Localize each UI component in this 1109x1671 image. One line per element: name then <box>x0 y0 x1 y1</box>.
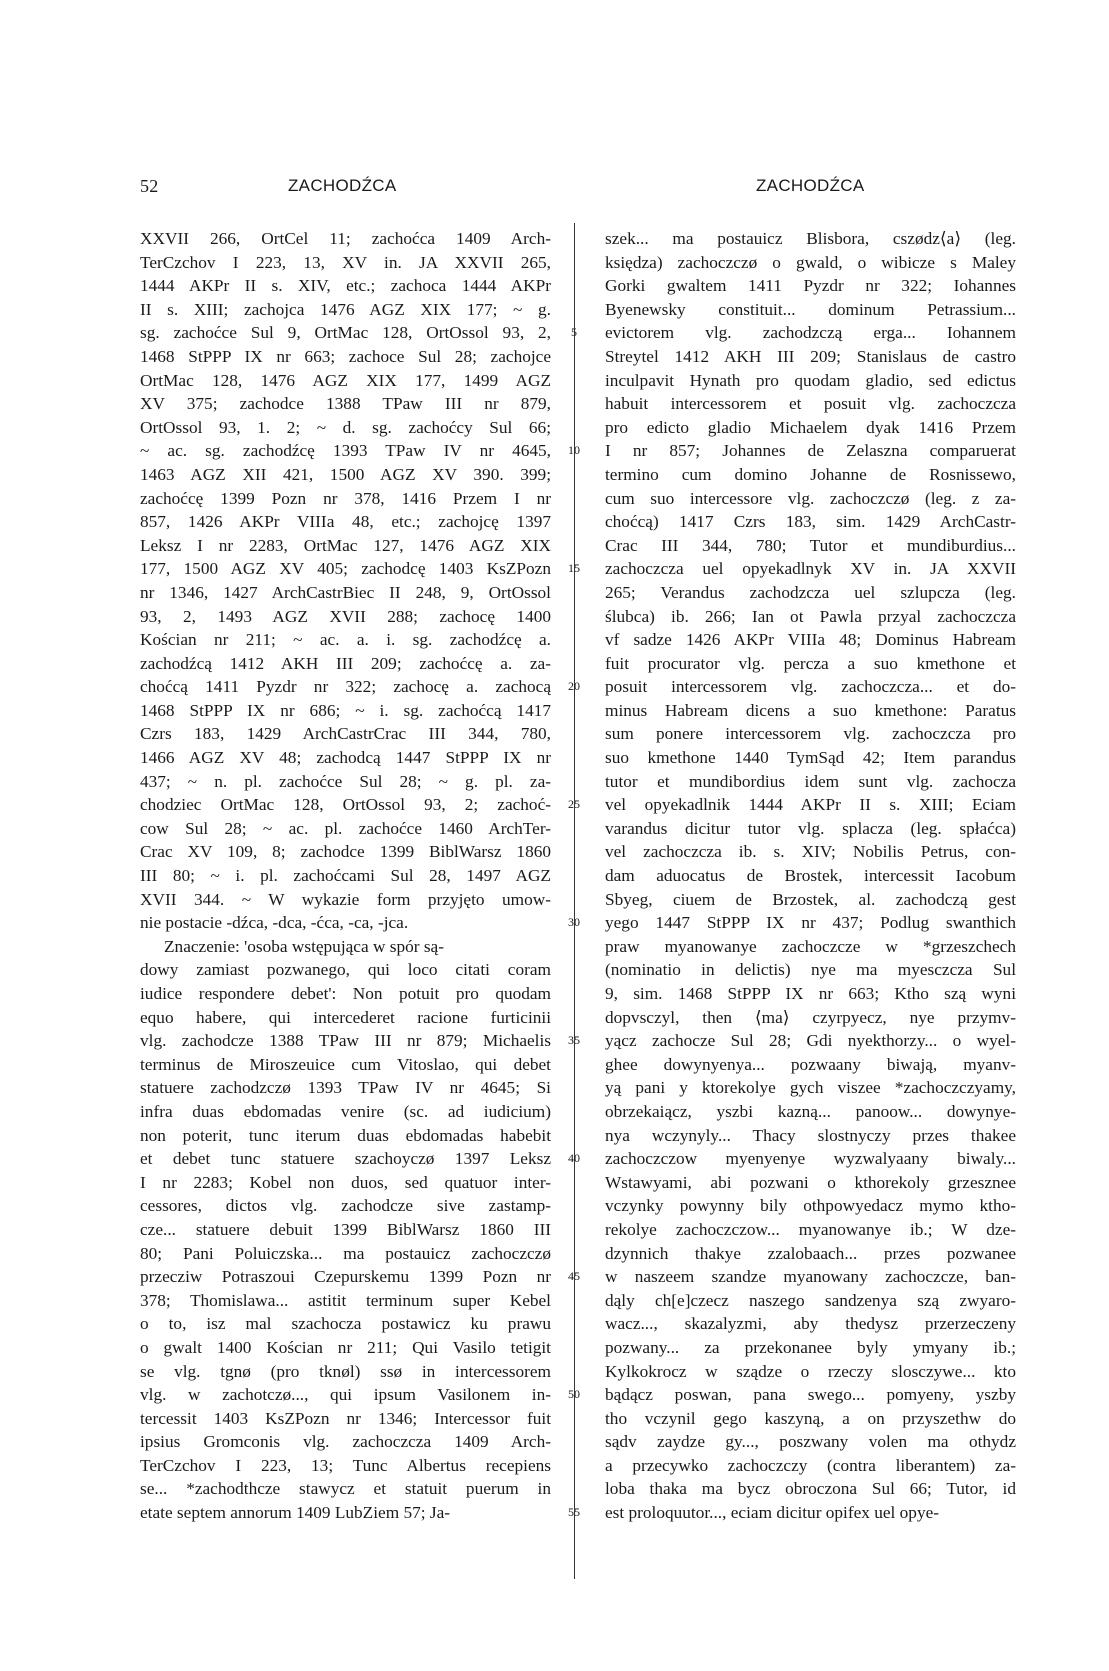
left-column-line: nie postacie -dźca, -dca, -ćca, -ca, -jca. <box>140 913 409 933</box>
left-column-line: vlg. zachodcze 1388 TPaw III nr 879; Michaelis <box>140 1031 551 1051</box>
left-column-line: ~ ac. sg. zachodźcę 1393 TPaw IV nr 4645, <box>140 441 551 461</box>
left-column-line: 1444 AKPr II s. XIV, etc.; zachoca 1444 AKPr <box>140 276 551 296</box>
right-column-line: ghee dowynyenya... pozwaany biwają, myanv- <box>605 1054 1016 1074</box>
left-column-line: terminus de Miroszeuice cum Vitoslao, qui debet <box>140 1054 551 1074</box>
right-column-line: vel opyekadlnik 1444 AKPr II s. XIII; Eciam <box>605 795 1016 815</box>
left-column-line: o to, isz mal szachocza postawicz ku prawu <box>140 1314 551 1334</box>
right-column-line: zachoczczow myenyenye wyzwalyaany biwaly... <box>605 1149 1016 1169</box>
line-number: 25 <box>568 797 580 812</box>
running-head-left: ZACHODŹCA <box>288 176 397 195</box>
right-column-line: fuit procurator vlg. percza a suo kmethone et <box>605 653 1016 673</box>
left-column-line: TerCzchov I 223, 13, XV in. JA XXVII 265, <box>140 252 551 272</box>
left-column-line: Czrs 183, 1429 ArchCastrCrac III 344, 780, <box>140 724 551 744</box>
left-column-line: statuere zachodzczø 1393 TPaw IV nr 4645; Si <box>140 1078 551 1098</box>
left-column-line: I nr 2283; Kobel non duos, sed quatuor inter- <box>140 1172 551 1192</box>
left-column-line: 1468 StPPP IX nr 663; zachoce Sul 28; zachojce <box>140 346 551 366</box>
right-column-line: choćcą) 1417 Czrs 183, sim. 1429 ArchCastr- <box>605 512 1016 532</box>
right-column-line: vf sadze 1426 AKPr VIIIa 48; Dominus Habream <box>605 630 1016 650</box>
line-number: 10 <box>568 443 580 458</box>
left-column-line: II s. XIII; zachojca 1476 AGZ XIX 177; ~ g. <box>140 299 551 319</box>
left-column-line: Crac XV 109, 8; zachodce 1399 BiblWarsz 1860 <box>140 842 551 862</box>
right-column-line: loba thaka ma bycz obroczona Sul 66; Tutor, id <box>605 1479 1016 1499</box>
left-column-line: infra duas ebdomadas venire (sc. ad iudicium) <box>140 1101 551 1121</box>
left-column-line: zachodźcą 1412 AKH III 209; zachoćcę a. za- <box>140 653 551 673</box>
left-column-line: dowy zamiast pozwanego, qui loco citati coram <box>140 960 551 980</box>
right-column-line: 265; Verandus zachodzcza uel szlupcza (leg. <box>605 582 1016 602</box>
right-column-line: Byenewsky constituit... dominum Petrassium... <box>605 299 1016 319</box>
right-column-line: a przecywko zachoczczy (contra liberantem) za- <box>605 1455 1016 1475</box>
right-column-line: Sbyeg, ciuem de Brzostek, al. zachodczą gest <box>605 889 1016 909</box>
left-column-line: non poterit, tunc iterum duas ebdomadas habebit <box>140 1125 551 1145</box>
left-column <box>140 227 551 1525</box>
right-column-line: Kylkokrocz w sządze o rzeczy slosczywe... kto <box>605 1361 1016 1381</box>
right-column-line: dopvsczyl, then ⟨ma⟩ czyrpyecz, nye przymv- <box>605 1007 1016 1027</box>
right-column-line: bądącz poswan, pana swego... pomyeny, yszby <box>605 1385 1016 1405</box>
right-column-line: suo kmethone 1440 TymSąd 42; Item parandus <box>605 748 1016 768</box>
right-column-line: pro edicto gladio Michaelem dyak 1416 Przem <box>605 417 1016 437</box>
right-column-line: obrzekaiącz, yszbi kazną... panoow... dowynye- <box>605 1101 1016 1121</box>
left-column-line: XV 375; zachodce 1388 TPaw III nr 879, <box>140 394 551 414</box>
left-column-line: iudice respondere debet': Non potuit pro quodam <box>140 984 551 1003</box>
left-column-line: choćcą 1411 Pyzdr nr 322; zachocę a. zachocą <box>140 677 551 697</box>
line-number: 20 <box>568 679 580 694</box>
left-column-line: 1468 StPPP IX nr 686; ~ i. sg. zachoćcą 1417 <box>140 700 551 720</box>
right-column-line: yą pani y ktorekolye gych viszee *zachoczczyamy, <box>605 1078 1016 1098</box>
left-column-line: XVII 344. ~ W wykazie form przyjęto umow- <box>140 889 551 909</box>
left-column-line: nr 1346, 1427 ArchCastrBiec II 248, 9, OrtOssol <box>140 582 551 602</box>
left-column-line: 1466 AGZ XV 48; zachodcą 1447 StPPP IX nr <box>140 748 551 768</box>
right-column-line: rekolye zachoczczow... myanowanye ib.; W dze- <box>605 1219 1016 1239</box>
left-column-line: se... *zachodthcze stawycz et statuit puerum in <box>140 1479 551 1499</box>
right-column-line: księdza) zachoczczø o gwald, o wibicze s Maley <box>605 252 1016 272</box>
right-column-line: habuit intercessorem et posuit vlg. zachoczcza <box>605 394 1016 414</box>
left-column-line: zachoćcę 1399 Pozn nr 378, 1416 Przem I nr <box>140 488 551 508</box>
right-column-line: evictorem vlg. zachodzczą erga... Iohannem <box>605 323 1016 343</box>
right-column-line: est proloquutor..., eciam dicitur opifex uel opye- <box>605 1503 940 1523</box>
left-column-line: vlg. w zachotczø..., qui ipsum Vasilonem in- <box>140 1385 551 1405</box>
right-column-line: wacz..., skazalyzmi, aby thedysz przerzeczeny <box>605 1314 1016 1334</box>
right-column-line: vczynky powynny bily othpowyedacz mymo ktho- <box>605 1196 1016 1216</box>
left-column-line: OrtOssol 93, 1. 2; ~ d. sg. zachoćcy Sul 66; <box>140 417 551 437</box>
left-column-line: 378; Thomislawa... astitit terminum super Kebel <box>140 1290 551 1310</box>
right-column-line: I nr 857; Johannes de Zelaszna comparuerat <box>605 441 1016 461</box>
right-column-line: ślubca) ib. 266; Ian ot Pawla przyal zachoczcza <box>605 606 1016 626</box>
right-column-line: dam aduocatus de Brostek, intercessit Iacobum <box>605 866 1016 886</box>
right-column-line: cum suo intercessore vlg. zachoczczø (leg. z za- <box>605 488 1016 508</box>
left-column-line: 437; ~ n. pl. zachoćce Sul 28; ~ g. pl. za- <box>140 771 551 791</box>
right-column-line: Wstawyami, abi pozwani o kthorekoly grzesznee <box>605 1172 1016 1192</box>
right-column-line: (nominatio in delictis) nye ma myesczcza Sul <box>605 960 1016 980</box>
left-column-line: 80; Pani Poluiczska... ma postauicz zachoczczø <box>140 1243 551 1263</box>
right-column <box>605 227 1016 1525</box>
right-column-line: zachoczcza uel opyekadlnyk XV in. JA XXVII <box>605 559 1016 579</box>
right-column-line: sum ponere intercessorem vlg. zachoczcza pro <box>605 724 1016 744</box>
left-column-line: Znaczenie: 'osoba wstępująca w spór są- <box>164 936 444 956</box>
right-column-line: 9, sim. 1468 StPPP IX nr 663; Ktho szą wyni <box>605 984 1016 1003</box>
line-number: 5 <box>571 325 577 340</box>
line-number: 45 <box>568 1269 580 1284</box>
left-column-line: etate septem annorum 1409 LubZiem 57; Ja- <box>140 1503 451 1523</box>
right-column-line: inculpavit Hynath pro quodam gladio, sed edictus <box>605 370 1016 390</box>
right-column-line: yącz zachocze Sul 28; Gdi nyekthorzy... o wyel- <box>605 1031 1016 1051</box>
right-column-line: dąly ch[e]czecz naszego sandzenya szą zwyaro- <box>605 1290 1016 1310</box>
left-column-line: 1463 AGZ XII 421, 1500 AGZ XV 390. 399; <box>140 464 551 484</box>
right-column-line: pozwany... za przekonanee byly ymyany ib.; <box>605 1337 1016 1357</box>
right-column-line: dzynnich thakye zzalobaach... przes pozwanee <box>605 1243 1016 1263</box>
left-column-line: ipsius Gromconis vlg. zachoczcza 1409 Arch- <box>140 1432 551 1452</box>
left-column-line: 857, 1426 AKPr VIIIa 48, etc.; zachojcę 1397 <box>140 512 551 532</box>
right-column-line: tho vczynil gego kaszyną, a on przyszethw do <box>605 1408 1016 1428</box>
right-column-line: sądv zaydze gy..., poszwany volen ma othydz <box>605 1432 1016 1452</box>
left-column-line: 93, 2, 1493 AGZ XVII 288; zachocę 1400 <box>140 606 551 626</box>
line-number: 30 <box>568 915 580 930</box>
running-head-right: ZACHODŹCA <box>756 176 865 195</box>
right-column-line: w naszeem szandze myanowany zachoczcze, ban- <box>605 1267 1016 1287</box>
right-column-line: termino cum domino Johanne de Rosnissewo, <box>605 464 1016 484</box>
line-number: 55 <box>568 1505 580 1520</box>
line-number: 35 <box>568 1033 580 1048</box>
line-number: 15 <box>568 561 580 576</box>
left-column-line: OrtMac 128, 1476 AGZ XIX 177, 1499 AGZ <box>140 370 551 390</box>
right-column-line: szek... ma postauicz Blisbora, cszødz⟨a⟩ (leg. <box>605 229 1016 248</box>
left-column-line: cessores, dictos vlg. zachodcze sive zastamp- <box>140 1196 551 1216</box>
left-column-line: tercessit 1403 KsZPozn nr 1346; Intercessor fuit <box>140 1408 551 1428</box>
left-column-line: 177, 1500 AGZ XV 405; zachodcę 1403 KsZPozn <box>140 559 551 579</box>
right-column-line: tutor et mundibordius idem sunt vlg. zachocza <box>605 771 1016 791</box>
left-column-line: o gwalt 1400 Kościan nr 211; Qui Vasilo tetigit <box>140 1337 551 1357</box>
left-column-line: et debet tunc statuere szachoyczø 1397 Leksz <box>140 1149 551 1169</box>
right-column-line: Streytel 1412 AKH III 209; Stanislaus de castro <box>605 346 1016 366</box>
left-column-line: Leksz I nr 2283, OrtMac 127, 1476 AGZ XIX <box>140 535 551 555</box>
left-column-line: Kościan nr 211; ~ ac. a. i. sg. zachodźcę a. <box>140 630 551 650</box>
left-column-line: XXVII 266, OrtCel 11; zachoćca 1409 Arch- <box>140 229 551 248</box>
left-column-line: przecziw Potraszoui Czepurskemu 1399 Pozn nr <box>140 1267 551 1287</box>
line-number: 50 <box>568 1387 580 1402</box>
left-column-line: III 80; ~ i. pl. zachoćcami Sul 28, 1497 AGZ <box>140 866 551 886</box>
left-column-line: cze... statuere debuit 1399 BiblWarsz 1860 III <box>140 1219 551 1239</box>
left-column-line: se vlg. tgnø (pro tknøl) ssø in intercessorem <box>140 1361 551 1381</box>
right-column-line: praw myanowanye zachoczcze w *grzeszchech <box>605 936 1016 956</box>
left-column-line: TerCzchov I 223, 13; Tunc Albertus recepiens <box>140 1455 551 1475</box>
line-number: 40 <box>568 1151 580 1166</box>
right-column-line: minus Habream dicens a suo kmethone: Paratus <box>605 700 1016 720</box>
right-column-line: Gorki gwaltem 1411 Pyzdr nr 322; Iohannes <box>605 276 1016 296</box>
right-column-line: vel zachoczcza ib. s. XIV; Nobilis Petrus, con- <box>605 842 1016 862</box>
left-column-line: equo habere, qui intercederet racione furticinii <box>140 1007 551 1027</box>
left-column-line: chodziec OrtMac 128, OrtOssol 93, 2; zachoć- <box>140 795 551 815</box>
column-divider <box>574 223 575 1579</box>
right-column-line: varandus dicitur tutor vlg. splacza (leg. spłaćca) <box>605 818 1016 838</box>
right-column-line: posuit intercessorem vlg. zachoczcza... et do- <box>605 677 1016 697</box>
page-number: 52 <box>140 176 159 196</box>
right-column-line: Crac III 344, 780; Tutor et mundiburdius... <box>605 535 1016 555</box>
right-column-line: yego 1447 StPPP IX nr 437; Podlug swanthich <box>605 913 1016 933</box>
right-column-line: nya wczynyly... Thacy slostnyczy przes thakee <box>605 1125 1016 1145</box>
left-column-line: cow Sul 28; ~ ac. pl. zachoćce 1460 ArchTer- <box>140 818 551 838</box>
left-column-line: sg. zachoćce Sul 9, OrtMac 128, OrtOssol 93, 2, <box>140 323 551 343</box>
